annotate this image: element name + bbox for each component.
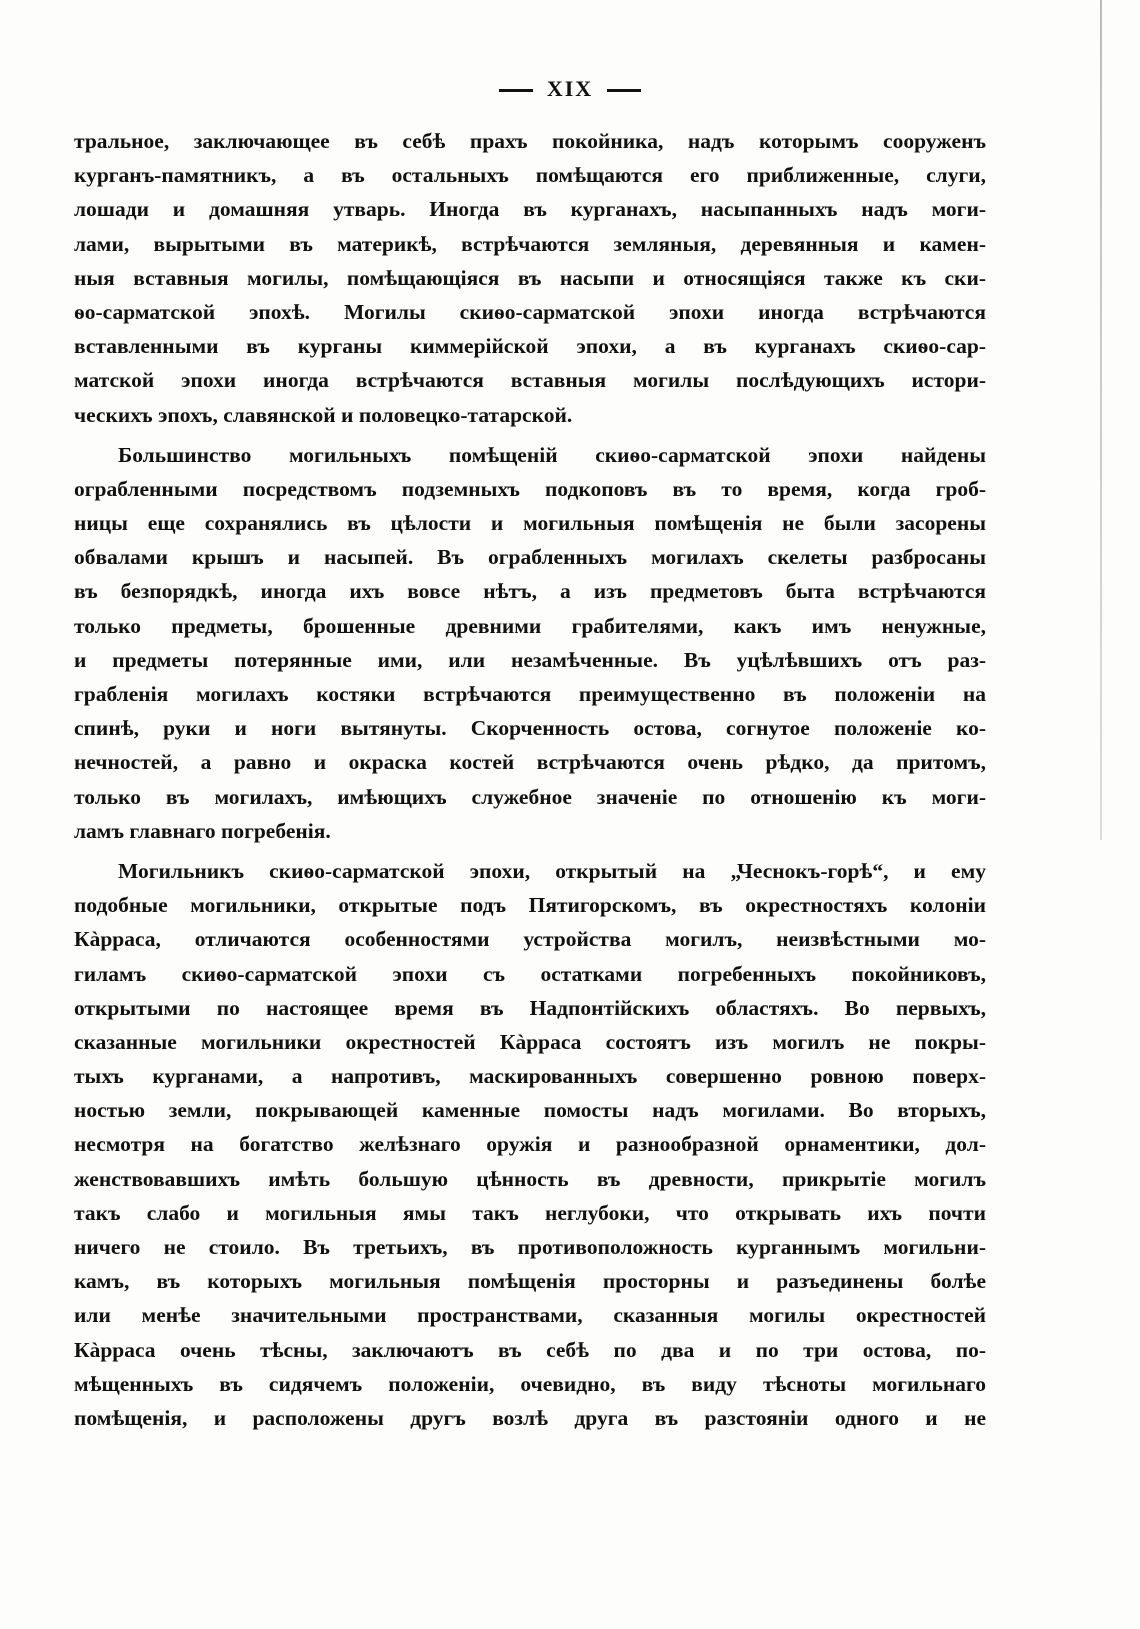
- text-line: тыхъ курганами, а напротивъ, маскированныхъ совершенно ровною поверх-: [74, 1064, 986, 1089]
- text-line: только въ могилахъ, имѣющихъ служебное значеніе по отношенію къ моги-: [74, 784, 986, 809]
- text-line: такъ слабо и могильныя ямы такъ неглубоки, что открывать ихъ почти: [74, 1200, 986, 1225]
- text-line: и предметы потерянные ими, или незамѣченные. Въ уцѣлѣвшихъ отъ раз-: [74, 647, 986, 672]
- text-line: нечностей, а равно и окраска костей встрѣчаются очень рѣдко, да притомъ,: [74, 750, 986, 775]
- text-line: лами, вырытыми въ материкѣ, встрѣчаются земляныя, деревянныя и камен-: [74, 231, 986, 256]
- text-line: гиламъ скиѳо-сарматской эпохи съ остатками погребенныхъ покойниковъ,: [74, 961, 986, 986]
- text-line: сказанные могильники окрестностей Кàрраса состоятъ изъ могилъ не покры-: [74, 1029, 986, 1054]
- text-line: женствовавшихъ имѣть большую цѣнность въ древности, прикрытіе могилъ: [74, 1166, 986, 1191]
- text-line: грабленія могилахъ костяки встрѣчаются преимущественно въ положеніи на: [74, 682, 986, 706]
- text-line: ницы еще сохранялись въ цѣлости и могильныя помѣщенія не были засорены: [74, 511, 986, 536]
- text-line: лошади и домашняя утварь. Иногда въ курганахъ, насыпанныхъ надъ моги-: [74, 197, 986, 222]
- text-line: ничего не стоило. Въ третьихъ, въ противоположность курганнымъ могильни-: [74, 1235, 986, 1259]
- text-line: тральное, заключающее въ себѣ прахъ покойника, надъ которымъ сооруженъ: [74, 129, 986, 153]
- body-text: [74, 124, 986, 1435]
- paragraph: [74, 124, 986, 432]
- text-line: помѣщенія, и расположены другъ возлѣ друга въ разстояніи одного и не: [74, 1405, 986, 1430]
- text-line: мѣщенныхъ въ сидячемъ положеніи, очевидно, въ виду тѣсноты могильнаго: [74, 1371, 986, 1396]
- folio-dash-left: [499, 89, 533, 92]
- text-line: вставленными въ курганы киммерійской эпохи, а въ курганахъ скиѳо-сар-: [74, 334, 986, 359]
- text-line: спинѣ, руки и ноги вытянуты. Скорченность остова, согнутое положеніе ко-: [74, 716, 986, 741]
- text-line: ламъ главнаго погребенія.: [74, 818, 331, 843]
- page-edge-shadow: [1100, 0, 1102, 840]
- folio-dash-right: [607, 89, 641, 92]
- text-line: Большинство могильныхъ помѣщеній скиѳо-сарматской эпохи найдены: [118, 442, 986, 467]
- text-line: или менѣе значительными пространствами, сказанныя могилы окрестностей: [74, 1303, 986, 1328]
- text-line: ныя вставныя могилы, помѣщающіяся въ насыпи и относящіяся также къ ски-: [74, 265, 986, 290]
- text-line: камъ, въ которыхъ могильныя помѣщенія просторны и разъединены болѣе: [74, 1269, 986, 1294]
- text-line: ограбленными посредствомъ подземныхъ подкоповъ въ то время, когда гроб-: [74, 476, 986, 501]
- text-line: Кàрраса очень тѣсны, заключаютъ въ себѣ по два и по три остова, по-: [74, 1337, 986, 1362]
- paragraph: [74, 854, 986, 1435]
- text-line: ческихъ эпохъ, славянской и половецко-татарской.: [74, 402, 573, 427]
- text-line: Могильникъ скиѳо-сарматской эпохи, открытый на „Чеснокъ-горѣ“, и ему: [118, 858, 986, 883]
- text-line: несмотря на богатство желѣзнаго оружія и разнообразной орнаментики, дол-: [74, 1132, 986, 1157]
- text-line: открытыми по настоящее время въ Надпонтійскихъ областяхъ. Во первыхъ,: [74, 995, 986, 1020]
- text-line: Кàрраса, отличаются особенностями устройства могилъ, неизвѣстными мо-: [74, 927, 986, 952]
- text-line: матской эпохи иногда встрѣчаются вставныя могилы послѣдующихъ истори-: [74, 368, 986, 393]
- text-line: ностью земли, покрывающей каменные помосты надъ могилами. Во вторыхъ,: [74, 1098, 986, 1123]
- folio-number: XIX: [546, 76, 594, 101]
- paragraph: [74, 438, 986, 848]
- text-line: обвалами крышъ и насыпей. Въ ограбленныхъ могилахъ скелеты разбросаны: [74, 545, 986, 570]
- text-line: ѳо-сарматской эпохѣ. Могилы скиѳо-сарматской эпохи иногда встрѣчаются: [74, 299, 986, 324]
- text-line: только предметы, брошенные древними грабителями, какъ имъ ненужные,: [74, 613, 986, 638]
- text-line: въ безпорядкѣ, иногда ихъ вовсе нѣтъ, а изъ предметовъ быта встрѣчаются: [74, 579, 986, 604]
- page-folio: [0, 76, 1140, 102]
- text-line: подобные могильники, открытые подъ Пятигорскомъ, въ окрестностяхъ колоніи: [74, 893, 986, 918]
- text-line: курганъ-памятникъ, а въ остальныхъ помѣщаются его приближенные, слуги,: [74, 163, 986, 188]
